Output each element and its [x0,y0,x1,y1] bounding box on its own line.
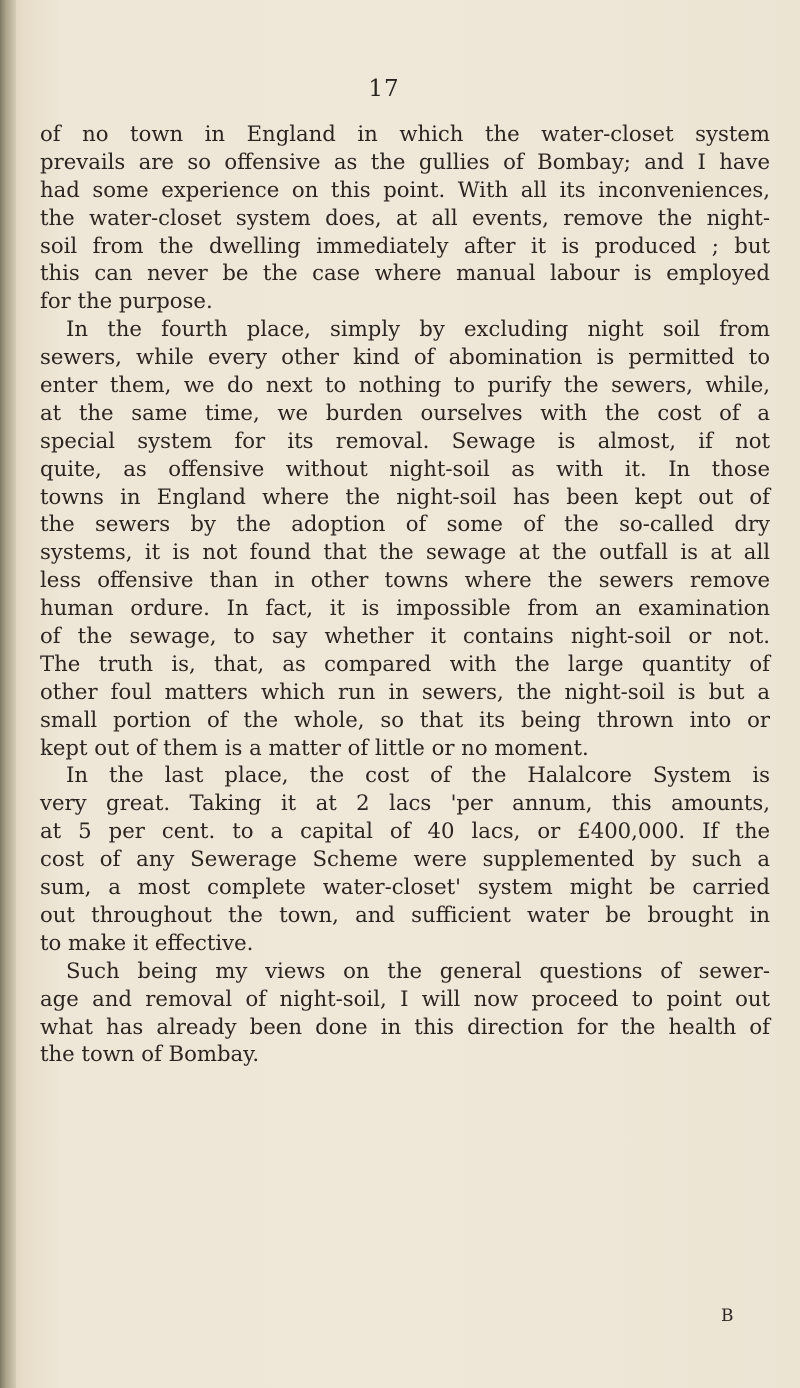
text-line: the town of Bombay. [40,1041,260,1067]
text-line: of no town in England in which the water-closet system [40,121,770,146]
text-line: human ordure. In fact, it is impossible from an examination [40,595,770,621]
signature-mark: B [721,1306,734,1326]
text-line: small portion of the whole, so that its being thrown into or [40,706,770,732]
text-line: the sewers by the adoption of some of the so-called dry [40,511,770,537]
paragraph-start: In the fourth place, simply by excluding night soil from [66,316,770,342]
text-line: cost of any Sewerage Scheme were supplemented by such a [40,846,770,872]
text-line: very great. Taking it at 2 lacs 'per annum, this amounts, [40,790,770,816]
text-line: towns in England where the night-soil has been kept out of [40,483,770,509]
text-line: what has already been done in this direction for the health of [40,1013,770,1039]
text-line: of the sewage, to say whether it contains night-soil or not. [40,623,770,649]
text-line: at the same time, we burden ourselves with the cost of a [40,399,770,425]
text-line: enter them, we do next to nothing to purify the sewers, while, [40,372,770,398]
text-line: less offensive than in other towns where the sewers remove [40,567,770,593]
text-line: The truth is, that, as compared with the large quantity of [40,650,770,676]
text-line: the water-closet system does, at all events, remove the night- [40,204,770,230]
text-line: sewers, while every other kind of abomination is permitted to [40,344,770,370]
text-line: at 5 per cent. to a capital of 40 lacs, or £400,000. If the [40,818,770,844]
text-line: prevails are so offensive as the gullies of Bombay; and I have [40,148,770,174]
text-line: systems, it is not found that the sewage at the outfall is at all [40,539,770,565]
paragraph-start: Such being my views on the general questions of sewer- [66,957,770,983]
paragraph-start: In the last place, the cost of the Halalcore System is [66,762,770,788]
text-line: kept out of them is a matter of little or no moment. [40,734,589,760]
text-line: for the purpose. [40,288,213,314]
text-line: quite, as offensive without night-soil as with it. In those [40,455,770,481]
page-number: 17 [368,76,400,102]
text-line: sum, a most complete water-closet' system might be carried [40,874,770,900]
text-line: had some experience on this point. With all its inconveniences, [40,176,770,202]
text-line: out throughout the town, and sufficient water be brought in [40,901,770,927]
text-line: this can never be the case where manual labour is employed [40,260,770,286]
text-line: other foul matters which run in sewers, the night-soil is but a [40,678,770,704]
text-line: special system for its removal. Sewage is almost, if not [40,427,770,453]
text-line: to make it effective. [40,929,254,955]
text-line: age and removal of night-soil, I will now proceed to point out [40,985,770,1011]
text-line: soil from the dwelling immediately after it is produced ; but [40,232,770,258]
binding-shadow [0,0,16,1388]
body-text [40,120,770,1068]
